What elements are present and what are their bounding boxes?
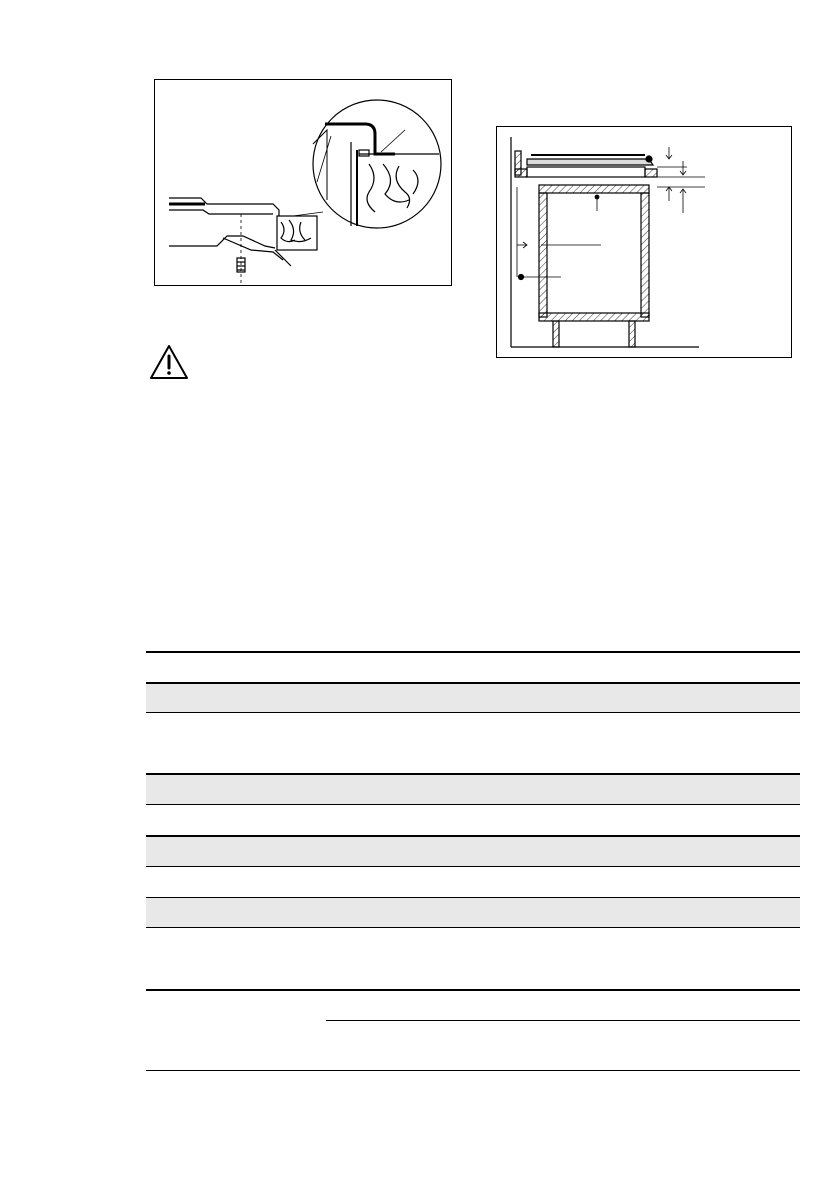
cabinet-clearance-drawing: [497, 127, 791, 357]
table-3: [146, 989, 800, 1071]
table-2: [146, 773, 800, 928]
figure-hob-fixing-detail: [154, 79, 452, 286]
hob-fixing-drawing: [155, 80, 451, 285]
figure-cabinet-clearance: [496, 126, 792, 358]
table-1: [146, 651, 800, 713]
table-divider: [326, 1020, 800, 1021]
table-row: [146, 989, 800, 1020]
table-row: [146, 897, 800, 928]
table-row: [146, 835, 800, 866]
table-row: [146, 682, 800, 713]
table-row: [146, 866, 800, 897]
table-row: [146, 804, 800, 835]
table-row: [146, 1020, 800, 1071]
table-header-row: [146, 651, 800, 682]
table-row: [146, 773, 800, 804]
warning-icon: [148, 343, 190, 381]
